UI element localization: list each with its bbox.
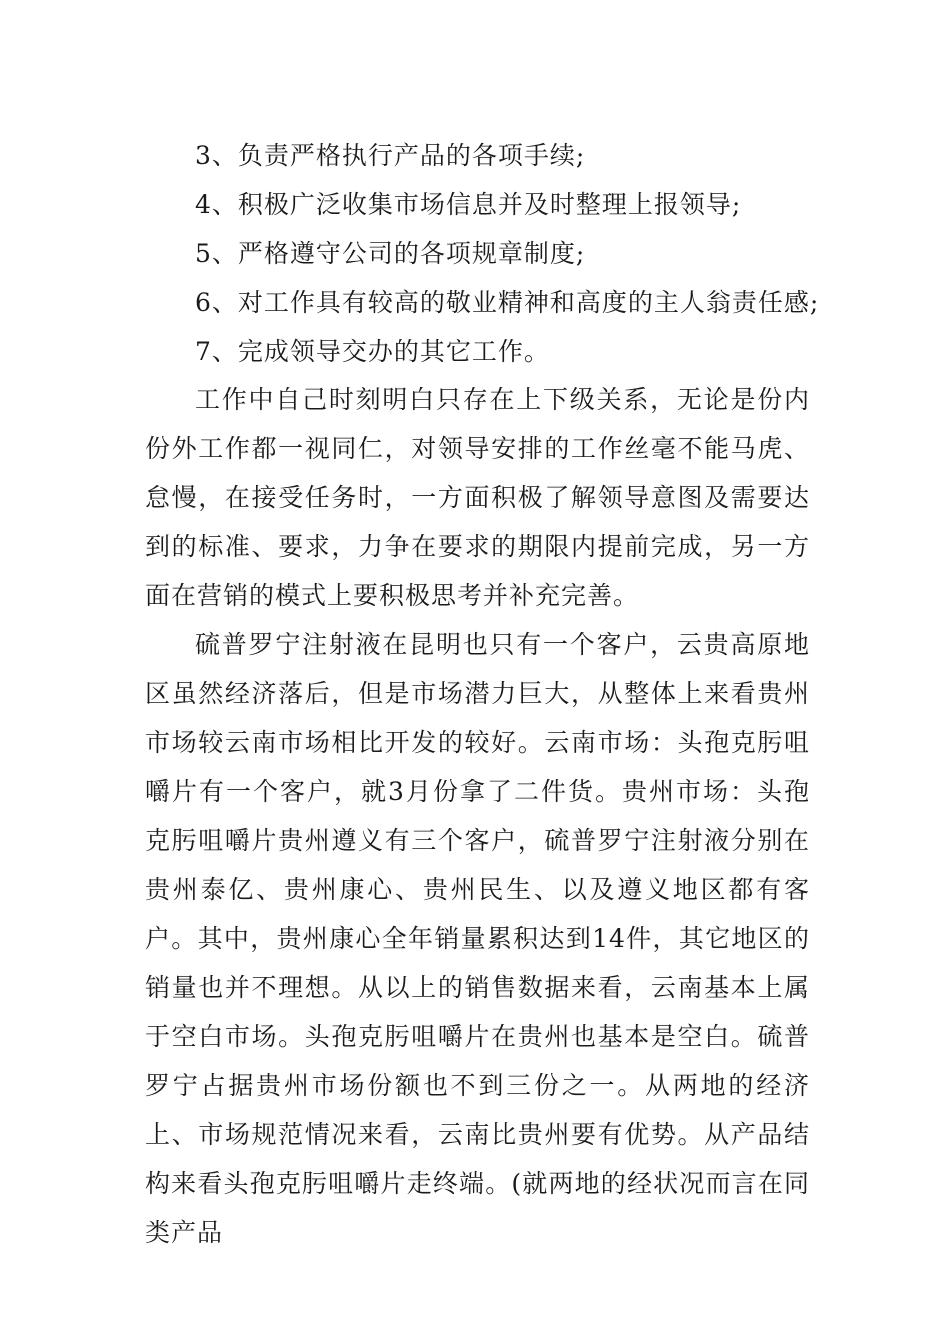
list-item: 4、积极广泛收集市场信息并及时整理上报领导; (195, 190, 742, 219)
list-item: 6、对工作具有较高的敬业精神和高度的主人翁责任感; (195, 288, 820, 317)
list-item: 7、完成领导交办的其它工作。 (195, 337, 550, 366)
paragraph-work-attitude: 工作中自己时刻明白只存在上下级关系，无论是份内份外工作都一视同仁，对领导安排的工作丝毫不能马虎、怠慢，在接受任务时，一方面积极了解领导意图及需要达到的标准、要求，力争在要求的期限内提前完成，另一方面在营销的模式上要积极思考并补充完善。 (145, 385, 810, 610)
body-text (145, 375, 810, 1257)
list-item: 5、严格遵守公司的各项规章制度; (195, 239, 586, 268)
duty-list (195, 131, 835, 376)
list-item: 3、负责严格执行产品的各项手续; (195, 141, 586, 170)
paragraph-market-analysis: 硫普罗宁注射液在昆明也只有一个客户，云贵高原地区虽然经济落后，但是市场潜力巨大，从整体上来看贵州市场较云南市场相比开发的较好。云南市场：头孢克肟咀嚼片有一个客户，就3月份拿了二件货。贵州市场：头孢克肟咀嚼片贵州遵义有三个客户，硫普罗宁注射液分别在贵州泰亿、贵州康心、贵州民生、以及遵义地区都有客户。其中，贵州康心全年销量累积达到14件，其它地区的销量也并不理想。从以上的销售数据来看，云南基本上属于空白市场。头孢克肟咀嚼片在贵州也基本是空白。硫普罗宁占据贵州市场份额也不到三份之一。从两地的经济上、市场规范情况来看，云南比贵州要有优势。从产品结构来看头孢克肟咀嚼片走终端。(就两地的经状况而言在同类产品 (145, 630, 810, 1247)
